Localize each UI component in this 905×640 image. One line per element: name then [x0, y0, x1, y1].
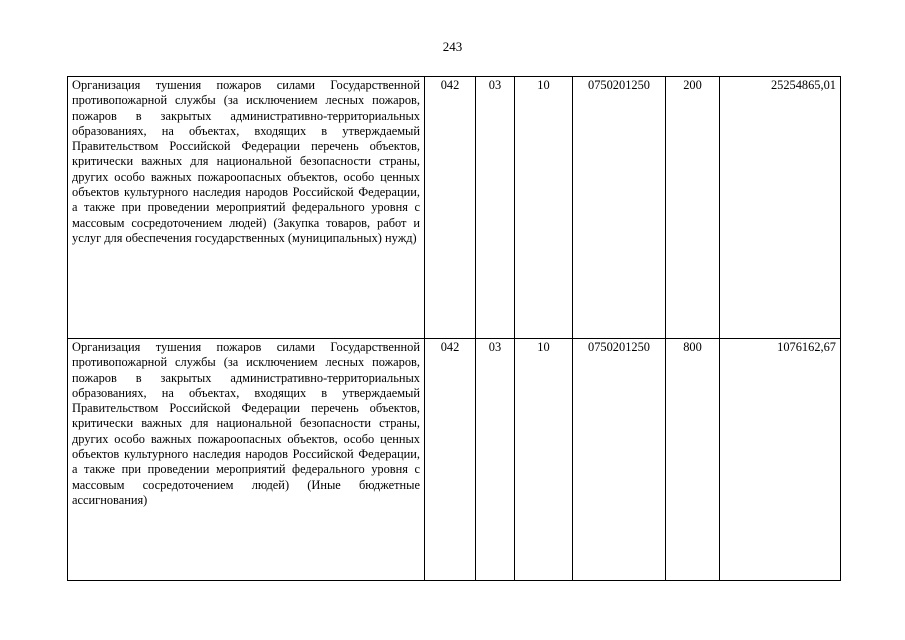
page-number: 243: [442, 39, 463, 54]
target-article-cell: 0750201250: [573, 339, 666, 581]
amount-cell: 1076162,67: [720, 339, 841, 581]
table-row: [68, 77, 841, 339]
ministry-code-cell: 042: [425, 339, 476, 581]
subsection-code-cell: 10: [515, 77, 573, 339]
section-code-cell: 03: [476, 77, 515, 339]
budget-table: [67, 76, 841, 581]
table-row: [68, 339, 841, 581]
section-code-cell: 03: [476, 339, 515, 581]
expense-type-cell: 200: [666, 77, 720, 339]
expense-description-cell: Организация тушения пожаров силами Государственной противопожарной службы (за исключением лесных пожаров, пожаров в закрытых административно-территориальных образованиях, на объектах, входящих в утверждаемый Правительством Российской Федерации перечень объектов, критически важных для национальной безопасности страны, других особо важных пожароопасных объектов, особо ценных объектов культурного наследия народов Российской Федерации, а также при проведении мероприятий федерального уровня с массовым сосредоточением людей) (Закупка товаров, работ и услуг для обеспечения государственных (муниципальных) нужд): [68, 77, 425, 339]
expense-type-cell: 800: [666, 339, 720, 581]
target-article-cell: 0750201250: [573, 77, 666, 339]
expense-description-cell: Организация тушения пожаров силами Государственной противопожарной службы (за исключением лесных пожаров, пожаров в закрытых административно-территориальных образованиях, на объектах, входящих в утверждаемый Правительством Российской Федерации перечень объектов, критически важных для национальной безопасности страны, других особо важных пожароопасных объектов, особо ценных объектов культурного наследия народов Российской Федерации, а также при проведении мероприятий федерального уровня с массовым сосредоточением людей) (Иные бюджетные ассигнования): [68, 339, 425, 581]
amount-cell: 25254865,01: [720, 77, 841, 339]
subsection-code-cell: 10: [515, 339, 573, 581]
ministry-code-cell: 042: [425, 77, 476, 339]
